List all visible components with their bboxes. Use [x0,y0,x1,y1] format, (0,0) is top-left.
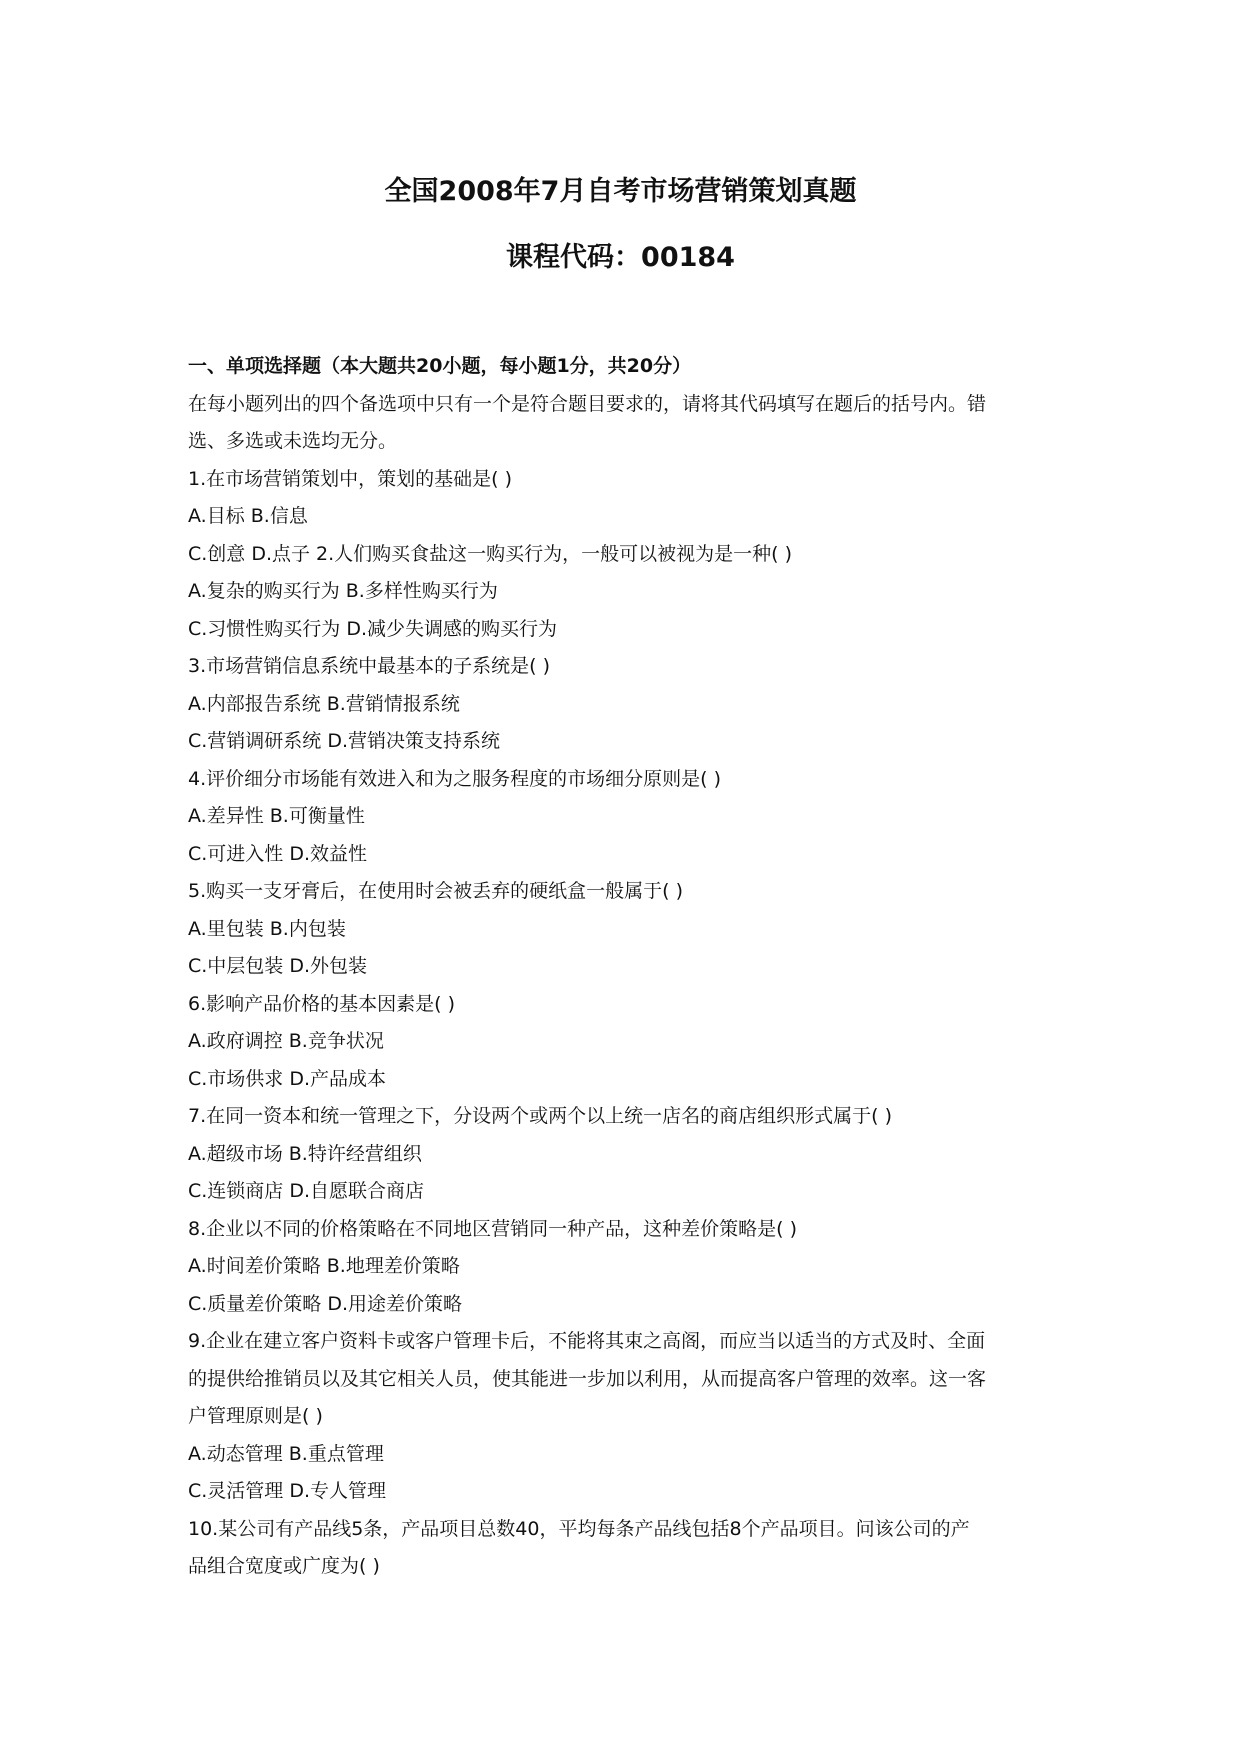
options-line: C.可进入性 D.效益性 [188,842,368,865]
question-3: 3.市场营销信息系统中最基本的子系统是( ) [188,655,550,677]
section-heading: 一、单项选择题（本大题共20小题，每小题1分，共20分） [188,355,692,377]
options-line: A.时间差价策略 B.地理差价策略 [188,1255,460,1277]
question-5: 5.购买一支牙膏后，在使用时会被丢弃的硬纸盒一般属于( ) [188,880,683,902]
question-4: 4.评价细分市场能有效进入和为之服务程度的市场细分原则是( ) [188,767,721,790]
options-line: C.中层包装 D.外包装 [188,955,368,977]
options-line: C.创意 D.点子 2.人们购买食盐这一购买行为，一般可以被视为是一种( ) [188,542,793,565]
options-line: A.政府调控 B.竞争状况 [188,1030,384,1052]
question-1: 1.在市场营销策划中，策划的基础是( ) [188,467,512,490]
options-line: A.目标 B.信息 [188,505,308,527]
options-line: A.内部报告系统 B.营销情报系统 [188,692,460,715]
question-9: 9.企业在建立客户资料卡或客户管理卡后，不能将其束之高阁，而应当以适当的方式及时、全面 [188,1330,986,1352]
options-line: C.市场供求 D.产品成本 [188,1067,387,1090]
options-line: C.质量差价策略 D.用途差价策略 [188,1292,463,1315]
course-code: 课程代码：00184 [506,242,735,273]
question-8: 8.企业以不同的价格策略在不同地区营销同一种产品，这种差价策略是( ) [188,1217,797,1240]
options-line: A.差异性 B.可衡量性 [188,805,365,827]
document-title: 全国2008年7月自考市场营销策划真题 [384,176,857,207]
question-7: 7.在同一资本和统一管理之下，分设两个或两个以上统一店名的商店组织形式属于( ) [188,1105,892,1127]
options-line: A.超级市场 B.特许经营组织 [188,1142,422,1165]
question-6: 6.影响产品价格的基本因素是( ) [188,992,455,1015]
options-line: A.复杂的购买行为 B.多样性购买行为 [188,580,498,602]
question-10-continued: 品组合宽度或广度为( ) [188,1555,380,1577]
options-line: C.习惯性购买行为 D.减少失调感的购买行为 [188,617,558,640]
options-line: C.连锁商店 D.自愿联合商店 [188,1180,425,1202]
instructions-line: 选、多选或未选均无分。 [188,430,398,452]
question-9-continued: 户管理原则是( ) [188,1405,323,1427]
instructions-line: 在每小题列出的四个备选项中只有一个是符合题目要求的，请将其代码填写在题后的括号内。错 [188,392,987,415]
question-10: 10.某公司有产品线5条，产品项目总数40，平均每条产品线包括8个产品项目。问该公司的产 [188,1517,970,1540]
document-body [188,348,1068,1586]
options-line: A.里包装 B.内包装 [188,917,346,940]
options-line: C.灵活管理 D.专人管理 [188,1480,387,1502]
options-line: A.动态管理 B.重点管理 [188,1442,384,1465]
options-line: C.营销调研系统 D.营销决策支持系统 [188,730,501,752]
question-9-continued: 的提供给推销员以及其它相关人员，使其能进一步加以利用，从而提高客户管理的效率。这一客 [188,1367,987,1390]
